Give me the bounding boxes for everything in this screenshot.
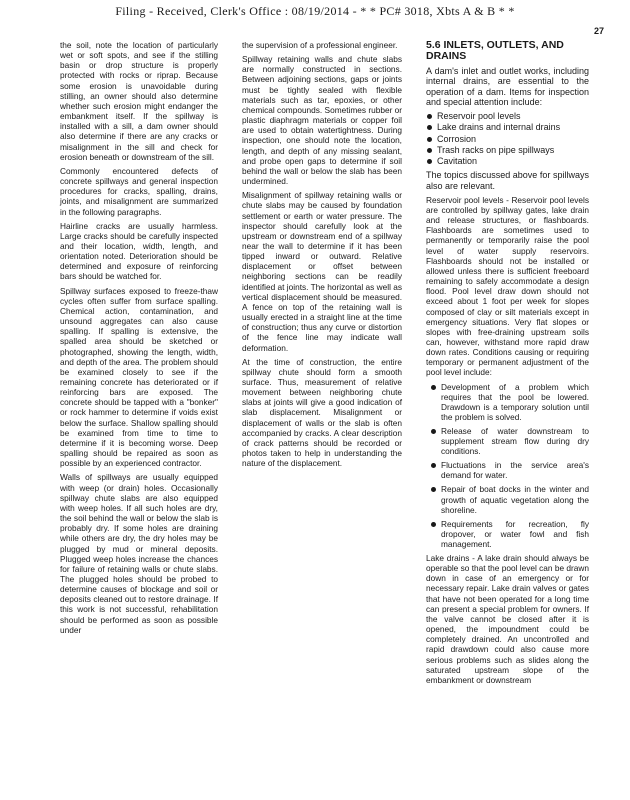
- page-number: 27: [593, 26, 604, 36]
- section-intro: A dam's inlet and outlet works, including internal drains, are essential to the operation of a dam. Items for inspection and special attention include:: [426, 66, 589, 107]
- paragraph: At the time of construction, the entire spillway chute should form a smooth surface. Thus, measurement of relative movement between neighboring chute slabs at joints will give a good indication of slab displacement. Misalignment or displacement of walls or the slab is often accompanied by cracks. A clear description of crack patterns should be recorded or photos taken to help in understanding the nature of the displacement.: [242, 356, 402, 469]
- list-item: Release of water downstream to supplement stream flow during dry conditions.: [430, 426, 589, 456]
- column-left: [60, 40, 218, 639]
- list-item: Trash racks on pipe spillways: [426, 145, 589, 155]
- paragraph: Walls of spillways are usually equipped with weep (or drain) holes. Occasionally spillway chute slabs are also equipped with weep holes. If all such holes are dry, the soil behind the wall or below the slab is probably dry. If some holes are draining while others are dry, the dry holes may be plugged by mud or mineral deposits. Plugged weep holes increase the chances for failure of retaining walls or chute slabs. The plugged holes should be probed to determine causes of blockage and soil or deposits cleaned out to restore drainage. If this work is not successful, rehabilitation should be performed as soon as possible under: [60, 472, 218, 635]
- paragraph-pool-levels: Reservoir pool levels - Reservoir pool levels are controlled by spillway gates, lake drain and release structures, or flashboards. Flashboards are sometimes used to permanently or temporarily raise the pool level of water supply reservoirs. Flashboards should not be installed or allowed unless there is sufficient freeboard remaining to safely accommodate a design flood. Pool level draw down should not exceed about 1 foot per week for slopes composed of clay or silt materials except in emergency situations. Very flat slopes or slopes with free-draining upstream soils can, however, withstand more rapid draw down rates. Conditions causing or requiring temporary or permanent adjustment of the pool level include:: [426, 194, 589, 378]
- paragraph: the soil, note the location of particularly wet or soft spots, and see if the stilling basin or drop structure is properly protected with rocks or riprap. Because some erosion is unavoidable during stilling, an owner should also determine whether such erosion might endanger the embankment itself. If the spillway is installed with a sill, a dam owner should also determine if there are any cracks or misalignment in the sill and check for erosion beneath or downstream of the sill.: [60, 40, 218, 162]
- paragraph: The topics discussed above for spillways also are relevant.: [426, 170, 589, 191]
- list-item: Corrosion: [426, 134, 589, 144]
- list-item: Cavitation: [426, 156, 589, 166]
- list-item: Reservoir pool levels: [426, 111, 589, 121]
- column-right: [426, 40, 589, 689]
- column-middle: [242, 40, 402, 472]
- paragraph: Misalignment of spillway retaining walls or chute slabs may be caused by foundation settlement or earth or water pressure. The inspector should carefully look at the upstream or downstream end of a spillway near the wall to determine if it has been tipped inward or outward. Relative displacement or offset between neighboring sections can be readily identified at joints. The horizontal as well as vertical displacement should be measured. A fence on top of the retaining wall is usually erected in a straight line at the time of construction; thus any curve or distortion of the fence line may indicate wall deformation.: [242, 190, 402, 353]
- paragraph-lake-drains: Lake drains - A lake drain should always be operable so that the pool level can be drawn down in case of an emergency or for necessary repair. Lake drain valves or gates that have not been operated for a long time can present a special problem for owners. If the valve cannot be closed after it is opened, the impoundment could be completely drained. An uncontrolled and rapid drawdown could also cause more serious problems such as slides along the saturated upstream slope of the embankment or downstream: [426, 553, 589, 685]
- paragraph: the supervision of a professional engineer.: [242, 40, 398, 50]
- paragraph: Spillway retaining walls and chute slabs are normally constructed in sections. Between adjoining sections, gaps or joints must be tightly sealed with flexible materials such as tar, epoxies, or other chemical compounds. Sometimes rubber or plastic diaphragm materials or copper foil are used to obtain watertightness. During inspection, one should note the location, length, and depth of any missing sealant, and probe open gaps to determine if soil behind the wall or below the slab has been undermined.: [242, 54, 403, 187]
- paragraph: Spillway surfaces exposed to freeze-thaw cycles often suffer from surface spalling. Chemical action, contamination, and unsound aggregates can also cause spalling. If spalling is extensive, the spalled area should be sketched or photographed, showing the length, width, and depth of the area. The problem should be examined closely to see if the remaining concrete has deteriorated or if reinforcing bars are exposed. The concrete should be tapped with a "bonker" or rock hammer to determine if voids exist below the surface. Shallow spalling should be examined from time to time to determine if it is becoming worse. Deep spalling should be repaired as soon as possible by an experienced contractor.: [60, 285, 218, 469]
- paragraph: Hairline cracks are usually harmless. Large cracks should be carefully inspected and their location, width, length, and orientation noted. Deterioration should be determined and exposure of reinforcing bars should be watched for.: [60, 220, 218, 282]
- list-item: Lake drains and internal drains: [426, 122, 589, 132]
- list-item: Development of a problem which requires that the pool be lowered. Drawdown is a temporary solution until the problem is solved.: [430, 382, 589, 422]
- list-item: Fluctuations in the service area's demand for water.: [430, 460, 589, 480]
- paragraph: Commonly encountered defects of concrete spillways and general inspection procedures for cracks, spalling, drains, joints, and misalignment are summarized in the following paragraphs.: [60, 165, 218, 217]
- list-item: Requirements for recreation, fly dropover, or water fowl and fish management.: [430, 519, 589, 549]
- section-title: 5.6 INLETS, OUTLETS, AND DRAINS: [426, 39, 564, 62]
- pool-conditions-list: [430, 382, 589, 549]
- inspection-items-list: [426, 111, 589, 166]
- filing-stamp: Filing - Received, Clerk's Office : 08/19/2014 - * * PC# 3018, Xbts A & B * *: [115, 4, 515, 18]
- list-item: Repair of boat docks in the winter and growth of aquatic vegetation along the shoreline.: [430, 484, 589, 514]
